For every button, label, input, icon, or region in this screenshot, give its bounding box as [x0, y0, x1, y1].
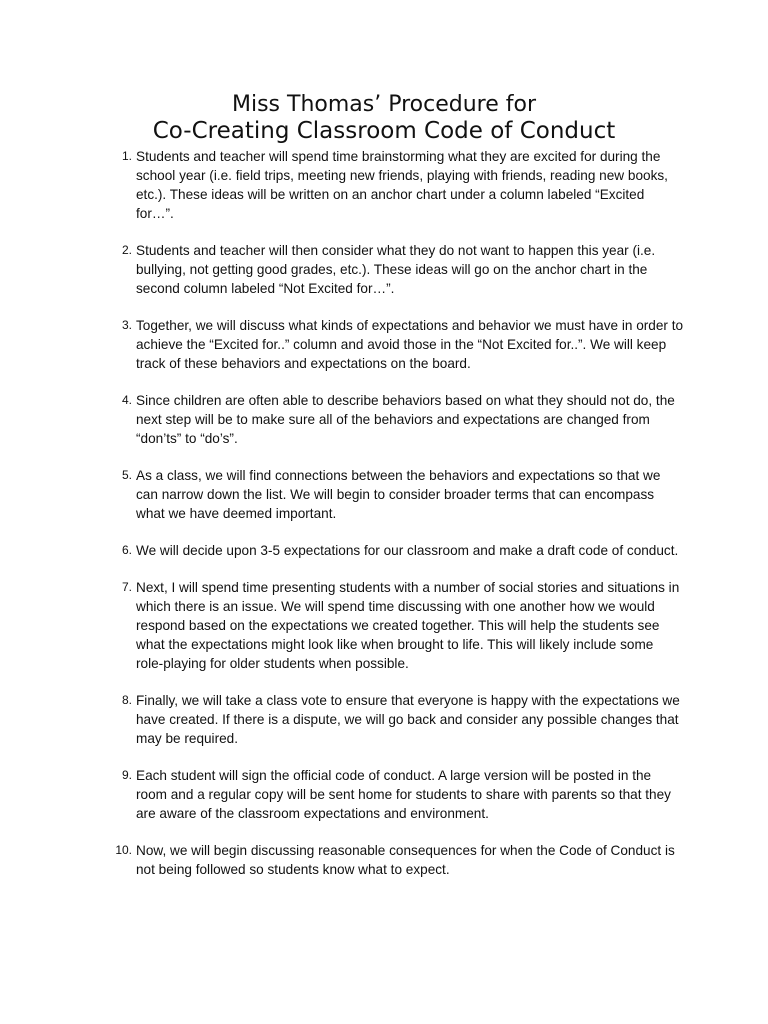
step-text: Next, I will spend time presenting students with a number of social stories and situations in which there is an issue. We will spend time discussing with one another how we would respond based on the expectations we created together. This will help the students see what the expectations might look like when brought to life. This will likely include some role-playing for older students when possible. [136, 580, 680, 671]
procedure-step [104, 147, 684, 223]
procedure-step [104, 316, 684, 373]
step-text: Finally, we will take a class vote to ensure that everyone is happy with the expectations we have created. If there is a dispute, we will go back and consider any possible changes that may be required. [136, 693, 680, 746]
step-text: Each student will sign the official code of conduct. A large version will be posted in the room and a regular copy will be sent home for students to share with parents so that they are aware of the classroom expectations and environment. [136, 768, 671, 821]
step-number: 9. [121, 768, 132, 782]
step-number: 7. [121, 580, 132, 594]
step-number: 4. [121, 393, 132, 407]
procedure-step [104, 766, 684, 823]
step-text: As a class, we will find connections between the behaviors and expectations so that we can narrow down the list. We will begin to consider broader terms that can encompass what we have deemed important. [136, 468, 661, 521]
procedure-steps-list [104, 147, 684, 897]
step-number: 8. [121, 693, 132, 707]
title-line-2: Co-Creating Classroom Code of Conduct [152, 118, 616, 144]
procedure-step [104, 691, 684, 748]
procedure-step [104, 578, 684, 673]
step-text: Now, we will begin discussing reasonable consequences for when the Code of Conduct is not being followed so students know what to expect. [136, 843, 675, 877]
step-number: 3. [121, 318, 132, 332]
step-number: 5. [121, 468, 132, 482]
step-text: Since children are often able to describe behaviors based on what they should not do, the next step will be to make sure all of the behaviors and expectations are changed from “don’ts” to “do’s”. [136, 393, 675, 446]
step-number: 1. [121, 149, 132, 163]
procedure-step [104, 241, 684, 298]
document-title [0, 91, 768, 145]
step-number: 10. [115, 843, 132, 857]
step-text: Together, we will discuss what kinds of expectations and behavior we must have in order to achieve the “Excited for..” column and avoid those in the “Not Excited for..”. We will keep track of these behaviors and expectations on the board. [136, 318, 684, 371]
step-text: We will decide upon 3-5 expectations for our classroom and make a draft code of conduct. [136, 543, 679, 558]
step-text: Students and teacher will then consider what they do not want to happen this year (i.e. bullying, not getting good grades, etc.). These ideas will go on the anchor chart in the second column labeled “Not Excited for…”. [136, 243, 656, 296]
step-text: Students and teacher will spend time brainstorming what they are excited for during the school year (i.e. field trips, meeting new friends, playing with friends, reading new books, etc.). These ideas will be written on an anchor chart under a column labeled “Excited for…”. [136, 149, 668, 221]
procedure-step [104, 466, 684, 523]
step-number: 6. [121, 543, 132, 557]
procedure-step [104, 541, 684, 560]
step-number: 2. [121, 243, 132, 257]
title-line-1: Miss Thomas’ Procedure for [232, 92, 536, 117]
procedure-step [104, 841, 684, 879]
procedure-step [104, 391, 684, 448]
